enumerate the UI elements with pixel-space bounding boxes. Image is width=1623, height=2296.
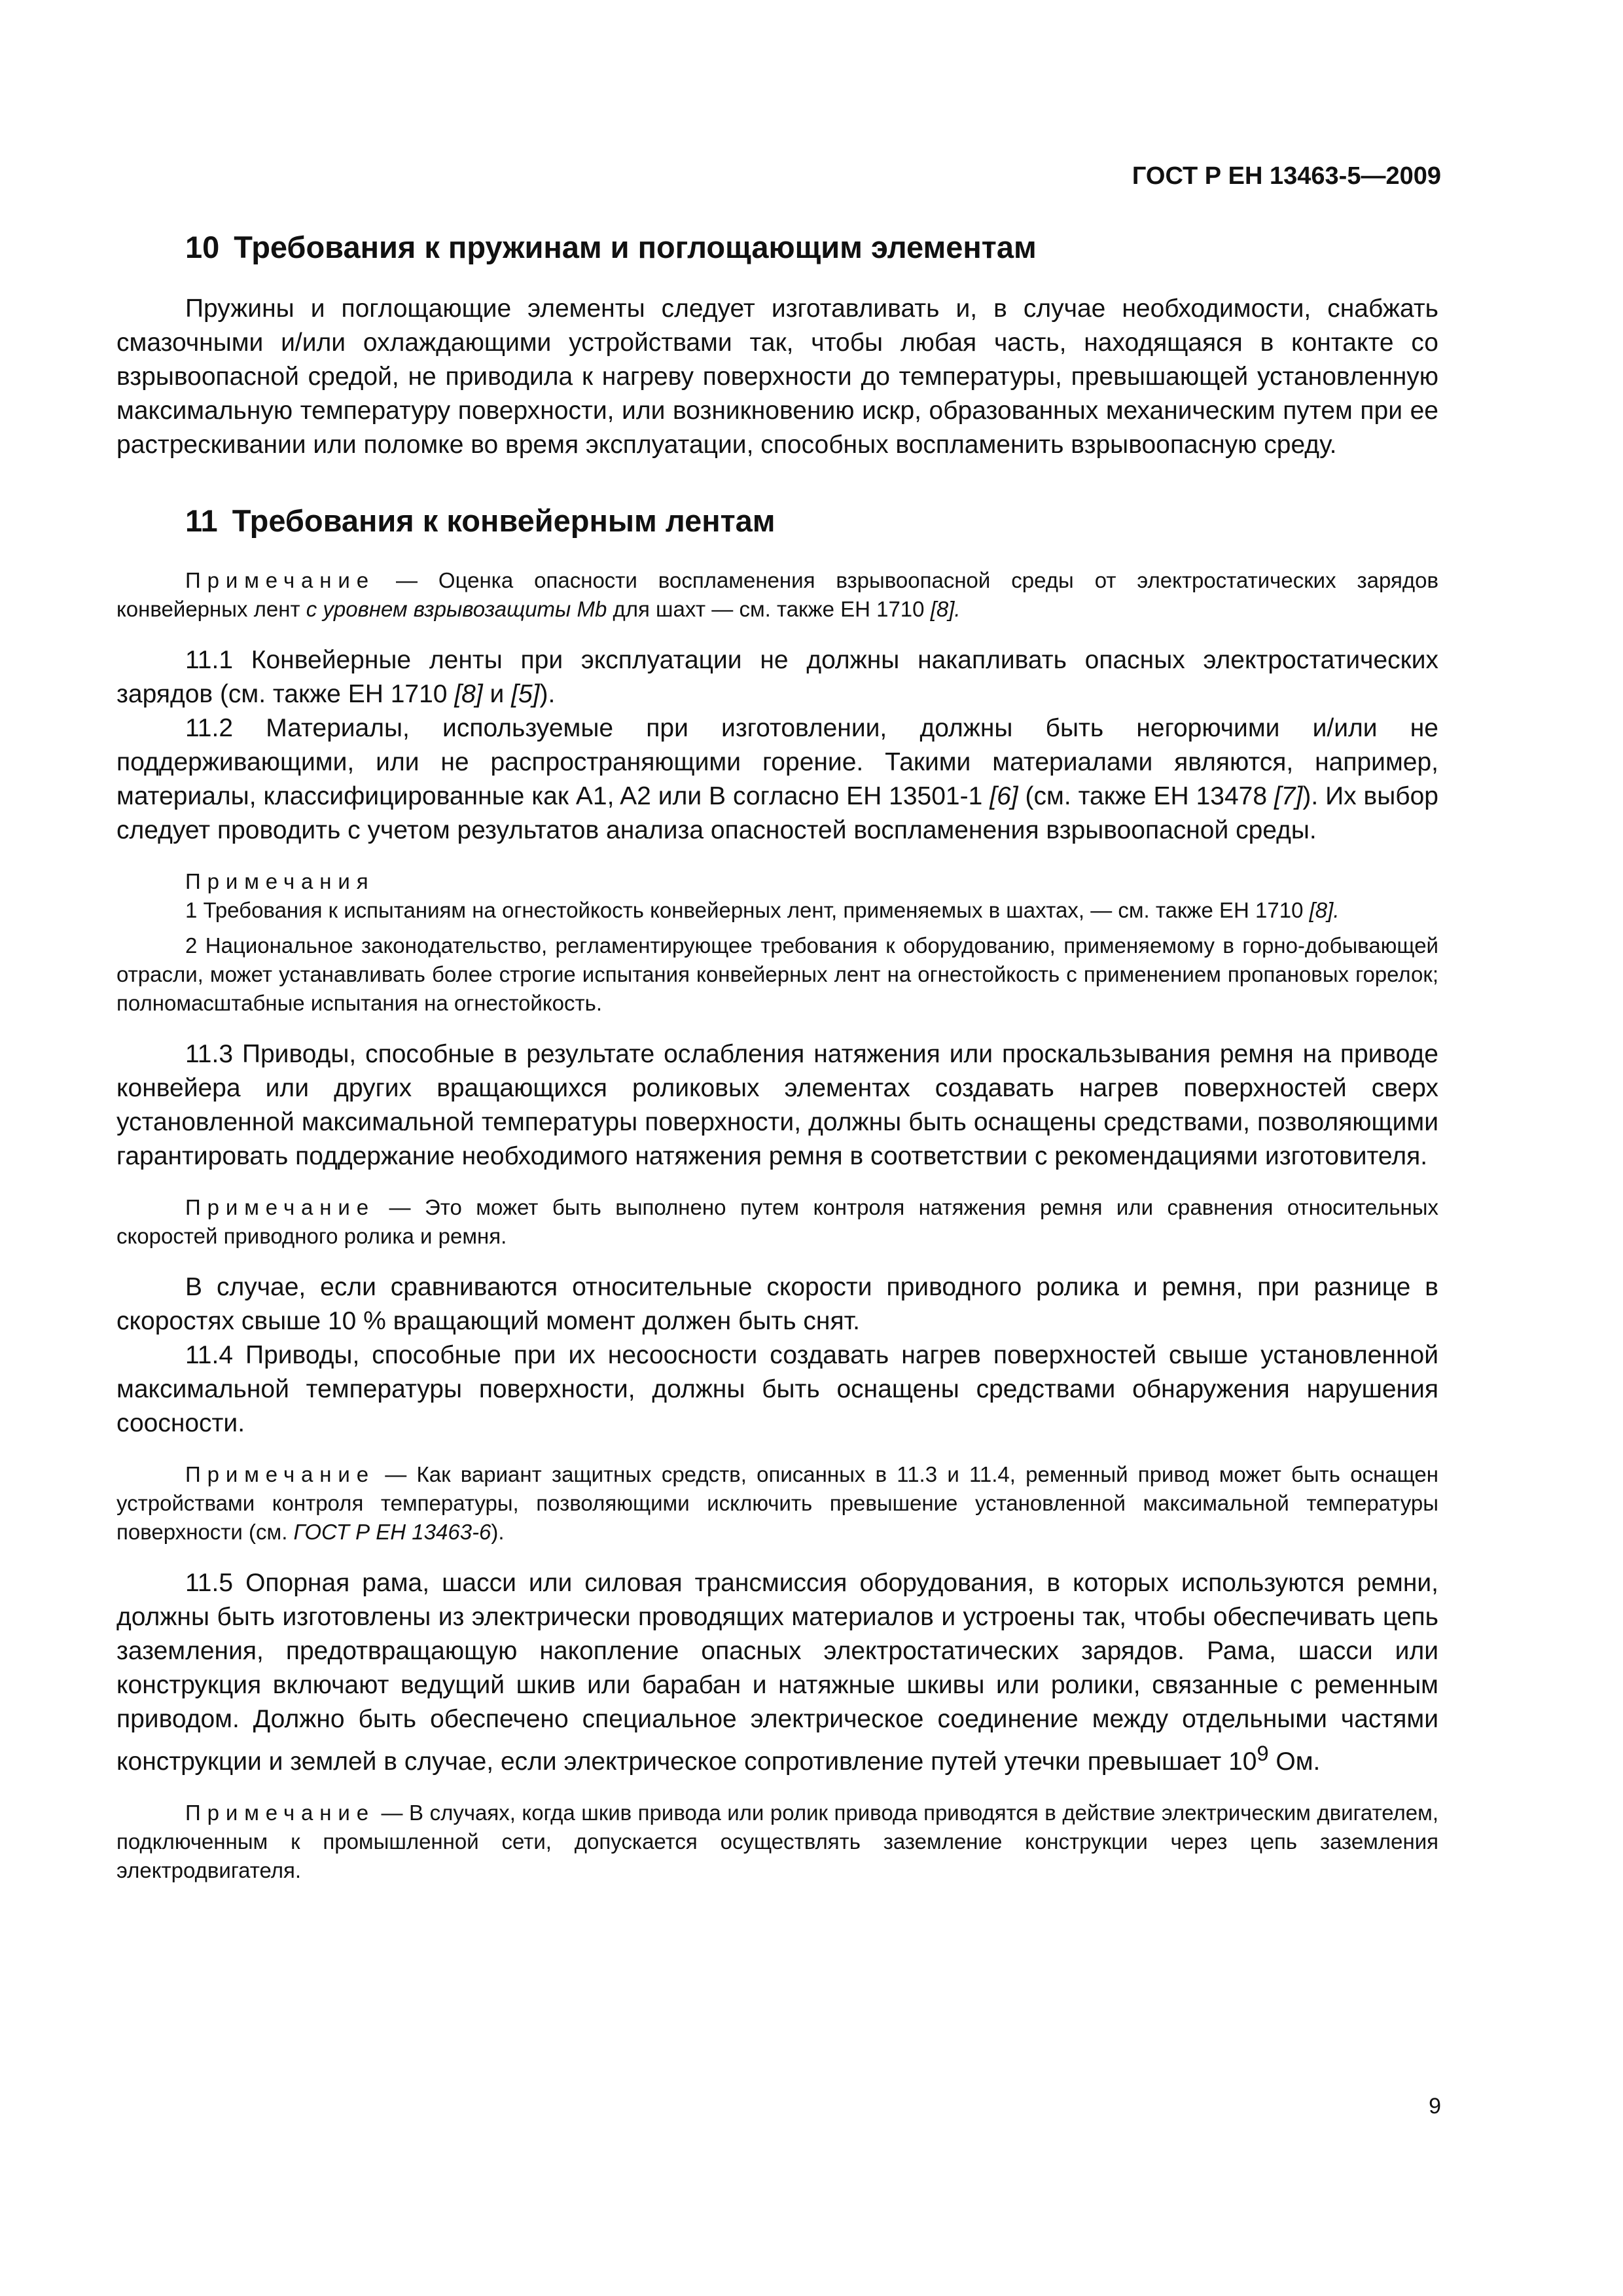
note-11-4: Примечание — Как вариант защитных средств, описанных в 11.3 и 11.4, ременный привод может быть оснащен устройствами контроля температуры, позволяющими исключить превышение установленной максимальной температуры поверхности (см. ГОСТ Р ЕН 13463-6). [116,1462,1438,1544]
paragraph-11-4: 11.4 Приводы, способные при их несоосности создавать нагрев поверхностей свыше установленной максимальной температуры поверхности, должны быть оснащены средствами обнаружения нарушения соосности. [116,1340,1438,1437]
document-header: ГОСТ Р ЕН 13463-5—2009 [1132,162,1441,190]
note-section-11: Примечание — Оценка опасности воспламенения взрывоопасной среды от электростатических зарядов конвейерных лент с уровнем взрывозащиты Mb для шахт — см. также ЕН 1710 [8]. [116,567,1438,621]
page-content [116,229,1438,1885]
note-11-5: Примечание — В случаях, когда шкив привода или ролик привода приводятся в действие электрическим двигателем, подключенным к промышленной сети, допускается осуществлять заземление конструкции через цепь заземления электродвигателя. [116,1800,1438,1882]
notes-heading: Примечания [185,869,375,893]
section-11-title: 11 Требования к конвейерным лентам [185,503,776,539]
section-10-title: 10 Требования к пружинам и поглощающим элементам [185,230,1037,264]
paragraph-11-3: 11.3 Приводы, способные в результате ослабления натяжения или проскальзывания ремня на приводе конвейера или других вращающихся роликовых элементах создавать нагрев поверхностей сверх установленной максимальной температуры поверхности, должны быть оснащены средствами, позволяющими гарантировать поддержание необходимого натяжения ремня в соответствии с рекомендациями изготовителя. [116,1039,1438,1170]
paragraph-11-5: 11.5 Опорная рама, шасси или силовая трансмиссия оборудования, в которых используются ремни, должны быть изготовлены из электрически проводящих материалов и устроены так, чтобы обеспечивать цепь заземления, предотвращающую накопление опасных электростатических зарядов. Рама, шасси или конструкция включают ведущий шкив или барабан и натяжные шкивы или ролики, связанные с ременным приводом. Должно быть обеспечено специальное электрическое соединение между отдельными частями конструкции и землей в случае, если электрическое сопротивление путей утечки превышает $10^9$ Ом. [116,1568,1438,1776]
paragraph-11-1: 11.1 Конвейерные ленты при эксплуатации не должны накапливать опасных электростатических зарядов (см. также ЕН 1710 [8] и [5]). [116,645,1438,708]
paragraph-speed-difference: В случае, если сравниваются относительные скорости приводного ролика и ремня, при разнице в скоростях свыше 10 % вращающий момент должен быть снят. [116,1272,1438,1335]
note-item-1: 1 Требования к испытаниям на огнестойкость конвейерных лент, применяемых в шахтах, — см. также ЕН 1710 [8]. [185,897,1340,922]
note-item-2: 2 Национальное законодательство, регламентирующее требования к оборудованию, применяемому в горно-добывающей отрасли, может устанавливать более строгие испытания конвейерных лент на огнестойкость с применением пропановых горелок; полномасштабные испытания на огнестойкость. [116,933,1438,1015]
section-10-paragraph: Пружины и поглощающие элементы следует изготавливать и, в случае необходимости, снабжать смазочными и/или охлаждающими устройствами так, чтобы любая часть, находящаяся в контакте со взрывоопасной средой, не приводила к нагреву поверхности до температуры, превышающей установленную максимальную температуру поверхности, или возникновению искр, образованных механическим путем при ее растрескивании или поломке во время эксплуатации, способных воспламенить взрывоопасную среду. [116,295,1438,459]
page-number: 9 [1429,2094,1441,2119]
paragraph-11-2: 11.2 Материалы, используемые при изготовлении, должны быть негорючими и/или не поддерживающими, или не распространяющими горение. Такими материалами являются, например, материалы, классифицированные как A1, A2 или B согласно ЕН 13501-1 [6] (см. также ЕН 13478 [7]). Их выбор следует проводить с учетом результатов анализа опасностей воспламенения взрывоопасной среды. [116,713,1438,844]
note-11-3: Примечание — Это может быть выполнено путем контроля натяжения ремня или сравнения относительных скоростей приводного ролика и ремня. [116,1194,1438,1248]
